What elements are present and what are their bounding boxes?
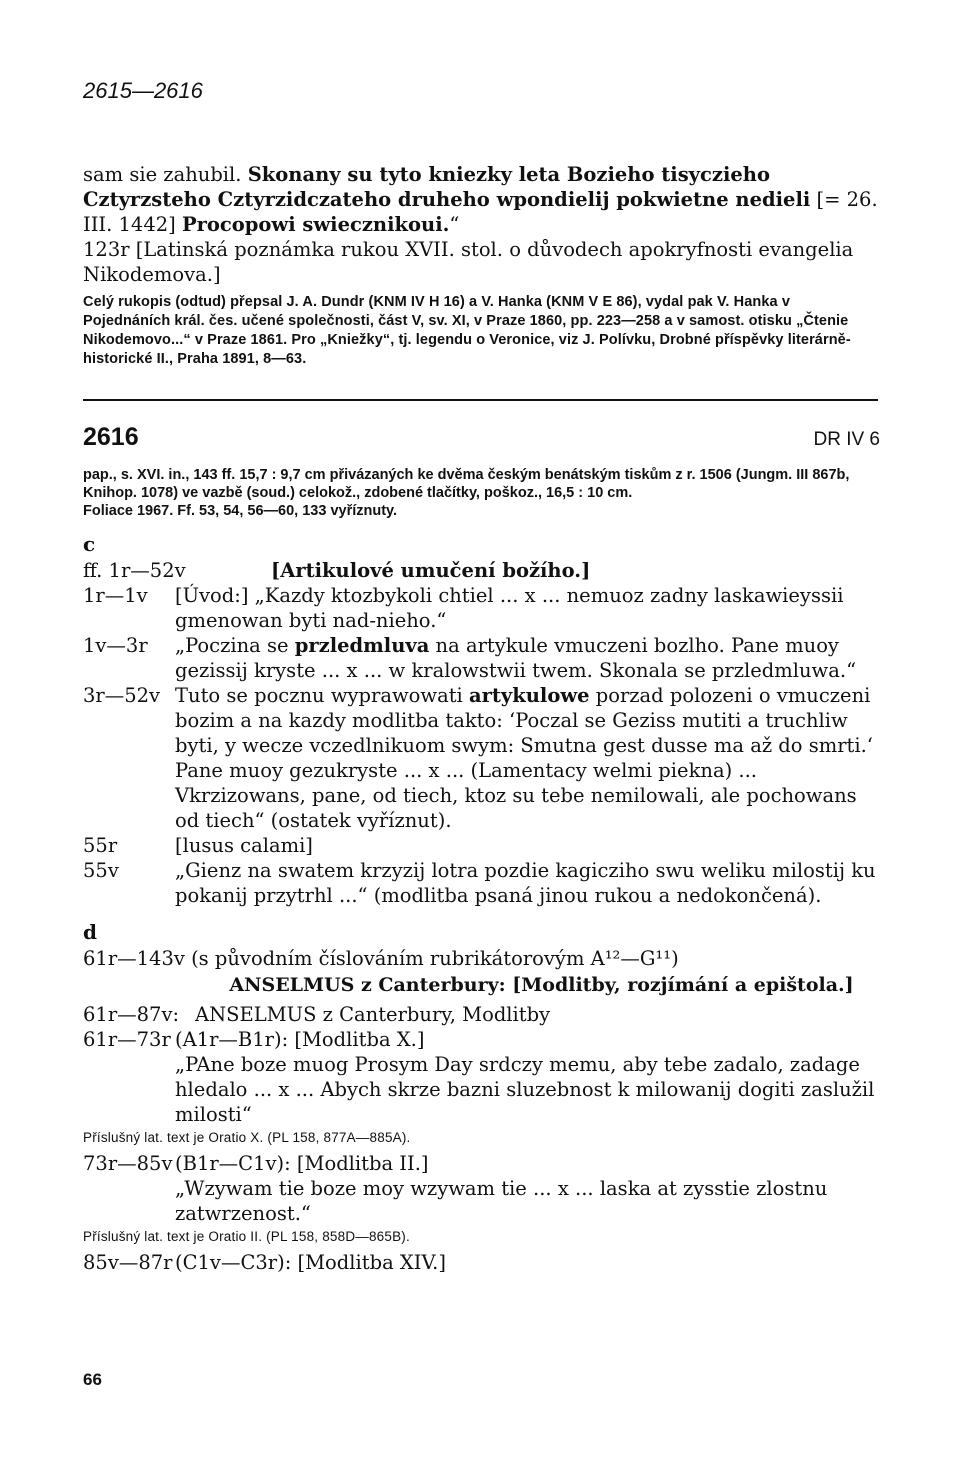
list-item [83,1250,880,1275]
folio-loc: 3r—52v [83,684,161,707]
list-item [83,683,880,833]
range-title: [Artikulové umučení božího.] [271,559,591,582]
item-text: ANSELMUS z Canterbury, Modlitby [195,1003,551,1026]
section-c-range [83,558,880,583]
folio-loc: 61r—73r [83,1028,171,1051]
entry-number: 2616 [83,423,139,451]
intro-paragraph [83,162,880,237]
latin-source-note: Příslušný lat. text je Oratio X. (PL 158, 877A—885A). [83,1130,411,1145]
folio-loc: 61r—87v: [83,1003,180,1026]
running-head: 2615—2616 [83,78,203,103]
list-item [83,858,880,908]
folio-loc: 1r—1v [83,584,148,607]
folio-loc: 1v—3r [83,634,148,657]
item-text: (C1v—C3r): [Modlitba XIV.] [175,1251,446,1274]
entry-header [83,423,880,452]
section-d-letter: d [83,920,97,944]
page-number: 66 [83,1370,102,1389]
list-item [83,1151,880,1226]
colophon-end: “ [449,213,460,236]
folio-loc: 55v [83,859,119,882]
intro-text: sam sie zahubil. [83,163,248,186]
folio-loc: 55r [83,834,118,857]
entry-signature: DR IV 6 [813,429,880,450]
item-text: [Úvod:] „Kazdy ktozbykoli chtiel ... x ... nemuoz zadny laskawieyssii gmenowan byti nad-nieho.“ [175,584,844,632]
item-text: (A1r—B1r): [Modlitba X.] „PAne boze muog Prosym Day srdczy memu, aby tebe zadalo, zadage hledalo ... x ... Abych skrze bazni sluzebnost k milowanij dogiti zaslužil milosti“ [175,1028,875,1126]
latin-note-line: 123r [Latinská poznámka rukou XVII. stol. o důvodech apokryfnosti evangelia Nikodemova.] [83,238,854,286]
item-text: Tuto se pocznu wyprawowati artykulowe porzad polozeni o vmuczeni bozim a na kazdy modlitba takto: ‘Poczal se Geziss mutiti a truchliw byti, y wecze vczedlnikuom swym: Smutna gest dusse ma až do smrti.‘ Pane muoy gezukryste ... x ... (Lamentacy welmi piekna) ... Vkrzizowans, pane, od tiech, ktoz su tebe nemilowali, ale pochowans od tiech“ (ostatek vyříznut). [175,684,874,832]
list-item [83,1002,880,1027]
latin-source-note: Příslušný lat. text je Oratio II. (PL 158, 858D—865B). [83,1229,410,1244]
colophon-name: Procopowi swiecznikoui. [181,213,450,236]
range-loc: ff. 1r—52v [83,559,186,582]
list-item [83,1027,880,1127]
item-text: [lusus calami] [175,834,313,857]
entry-divider [83,399,878,401]
colophon-date: [= 26. III. 1442] [83,188,878,236]
bibliographic-note: Celý rukopis (odtud) přepsal J. A. Dundr (KNM IV H 16) a V. Hanka (KNM V E 86), vydal pak V. Hanka v Pojednáních král. čes. učené společnosti, část V, sv. XI, v Praze 1860, pp. 223—258 a v samost. otisku „Čtenie Nikodemovo...“ v Praze 1861. Pro „Kniežky“, tj. legendu o Veronice, viz J. Polívku, Drobné příspěvky literárně-historické II., Praha 1891, 8—63. [83,294,851,367]
item-text: „Poczina se przledmluva na artykule vmuczeni bozlho. Pane muoy gezissij kryste ... x ... w kralowstwii twem. Skonala se przledmluwa.“ [175,634,857,682]
list-item [83,633,880,683]
folio-loc: 73r—85v [83,1152,173,1175]
item-text: „Gienz na swatem krzyzij lotra pozdie kagicziho swu weliku milostij ku pokanij przytrhl ...“ (modlitba psaná jinou rukou a nedokončená). [175,859,876,907]
folio-loc: 85v—87r [83,1251,173,1274]
list-item [83,833,880,858]
entry-description: pap., s. XVI. in., 143 ff. 15,7 : 9,7 cm přivázaných ke dvěma českým benátským tiskům z r. 1506 (Jungm. III 867b, Knihop. 1078) ve vazbě (soud.) celokož., zdobené tlačítky, poškoz., 16,5 : 10 cm. [83,467,850,501]
list-item [83,583,880,633]
entry-foliation: Foliace 1967. Ff. 53, 54, 56—60, 133 vyříznuty. [83,503,398,519]
colophon-bold: Skonany su tyto kniezky leta Bozieho tisyczieho Cztyrzsteho Cztyrzidczateho druheho wpondielij pokwietne nedieli [83,163,811,211]
section-c-letter: c [83,532,96,556]
section-d-title: ANSELMUS z Canterbury: [Modlitby, rozjímání a epištola.] [229,974,854,996]
item-text: (B1r—C1v): [Modlitba II.] „Wzywam tie boze moy wzywam tie ... x ... laska at zysstie zlostnu zatwrzenost.“ [175,1152,828,1225]
section-d-range: 61r—143v (s původním číslováním rubrikátorovým A¹²—G¹¹) [83,947,679,970]
